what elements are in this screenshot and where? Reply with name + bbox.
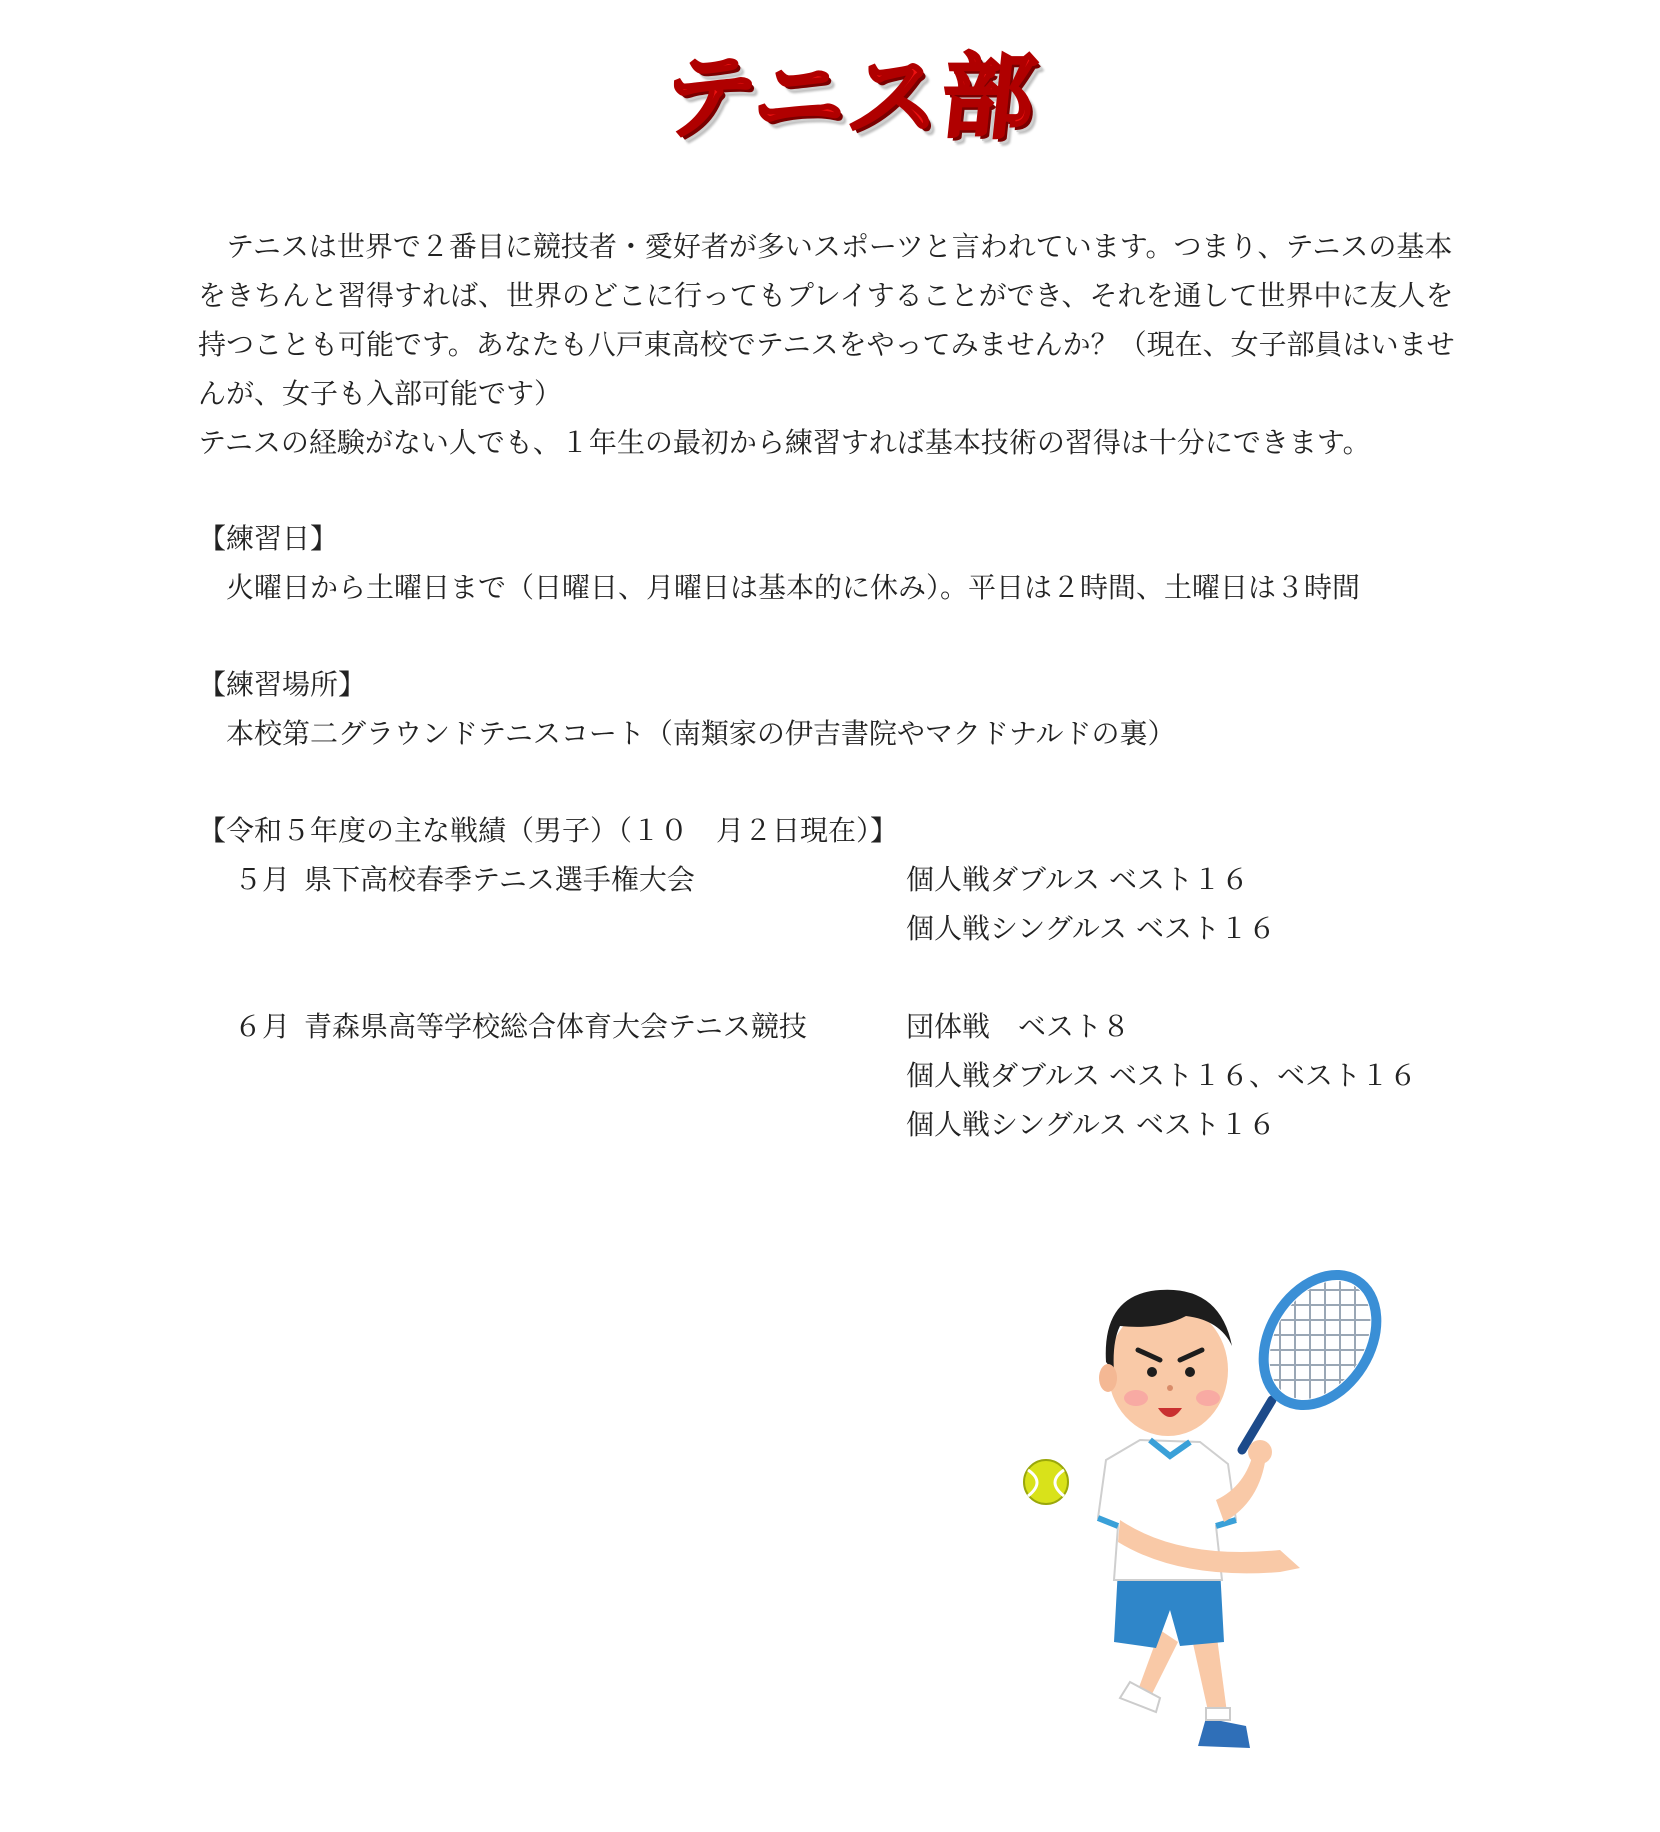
event-month: ５月 <box>234 863 291 896</box>
intro-text <box>198 222 1458 467</box>
event-month: ６月 <box>234 1010 291 1043</box>
intro-paragraph-2: テニスの経験がない人でも、１年生の最初から練習すれば基本技術の習得は十分にできます。 <box>198 426 1371 459</box>
tennis-player-illustration-icon <box>1010 1250 1470 1770</box>
event-result: 個人戦ダブルス ベスト１６ <box>906 863 1249 896</box>
practice-days-text: 火曜日から土曜日まで（日曜日、月曜日は基本的に休み）。平日は２時間、土曜日は３時間 <box>226 571 1361 604</box>
result-event <box>198 1002 1498 1149</box>
event-result: 個人戦シングルス ベスト１６ <box>906 1108 1276 1141</box>
page-title: テニス部 <box>658 44 1042 151</box>
results-section <box>198 806 1498 1149</box>
event-result: 団体戦 ベスト８ <box>906 1010 1131 1043</box>
results-heading: 【令和５年度の主な戦績（男子）（１０ 月２日現在）】 <box>198 814 899 847</box>
event-result: 個人戦ダブルス ベスト１６、ベスト１６ <box>906 1059 1417 1092</box>
practice-days-heading: 【練習日】 <box>198 522 339 555</box>
event-result: 個人戦シングルス ベスト１６ <box>906 912 1276 945</box>
intro-paragraph-1: テニスは世界で２番目に競技者・愛好者が多いスポーツと言われています。つまり、テニスの基本をきちんと習得すれば、世界のどこに行ってもプレイすることができ、それを通して世界中に友人を持つことも可能です。あなたも八戸東高校でテニスをやってみませんか？（現在、女子部員はいませんが、女子も入部可能です） <box>198 230 1455 410</box>
event-name: 県下高校春季テニス選手権大会 <box>304 863 695 896</box>
event-name: 青森県高等学校総合体育大会テニス競技 <box>304 1010 807 1043</box>
practice-place-heading: 【練習場所】 <box>198 668 367 701</box>
result-event <box>198 855 1498 953</box>
practice-days-section <box>198 514 1360 612</box>
practice-place-text: 本校第二グラウンドテニスコート（南類家の伊吉書院やマクドナルドの裏） <box>226 717 1176 750</box>
practice-place-section <box>198 660 1175 758</box>
